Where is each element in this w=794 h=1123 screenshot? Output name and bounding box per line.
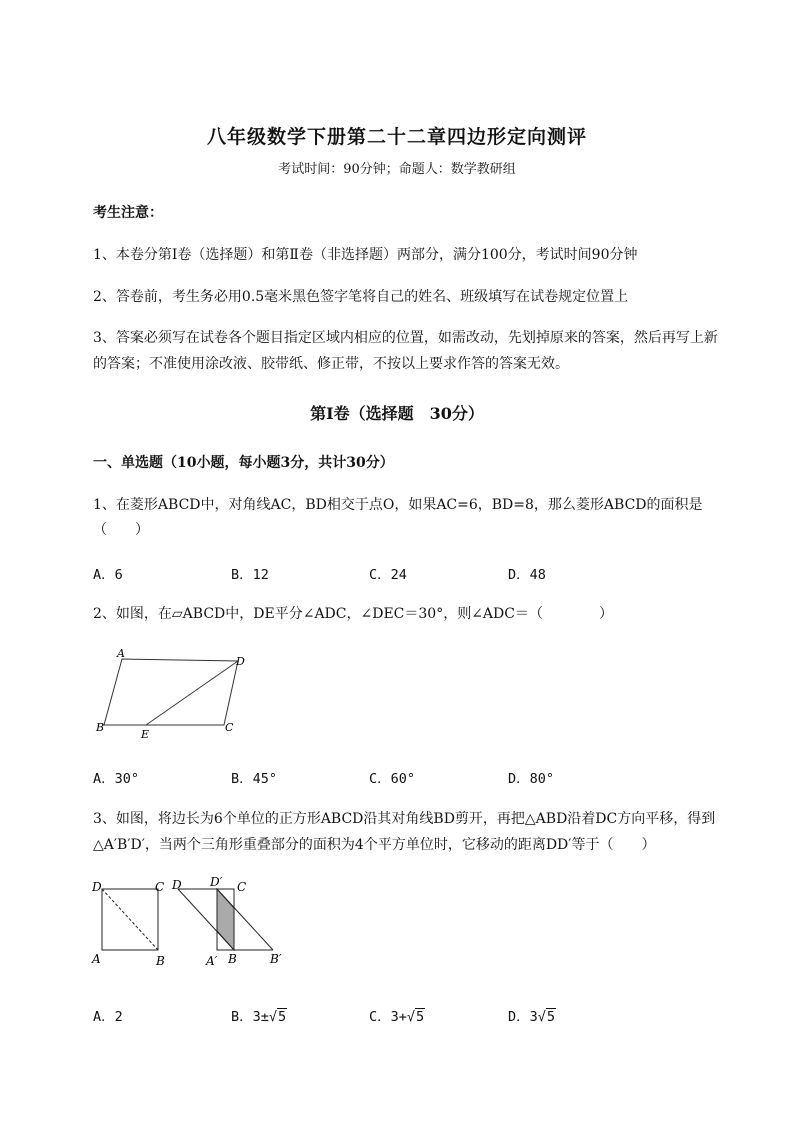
question-1-blank: （ ） [93,522,149,538]
label-b: B [156,954,165,968]
sqrt-symbol: √ [537,1009,546,1025]
q3-option-d[interactable] [508,1005,556,1025]
question-2-text: 2、如图，在▱ABCD中，DE平分∠ADC，∠DEC＝30°，则∠ADC＝（ ） [93,606,613,622]
part-heading: 一、单选题（10小题，每小题3分，共计30分） [93,455,394,471]
exam-info: 考试时间：90分钟；命题人：数学教研组 [278,162,516,177]
q2-option-c[interactable]: C．60° [369,771,416,787]
question-1-text: 1、在菱形ABCD中，对角线AC，BD相交于点O，如果AC=6，BD=8，那么菱形ABCD的面积是 [93,497,703,513]
label-d: D [92,880,102,894]
q3-option-a[interactable]: A．2 [93,1009,123,1025]
parallelogram-abcd [104,659,238,725]
q3-option-c-radicand: 5 [416,1009,425,1025]
page-title: 八年级数学下册第二十二章四边形定向测评 [206,126,587,148]
label-b-2: B [228,952,237,966]
notice-heading: 考生注意： [93,205,163,221]
sqrt-symbol: √ [268,1009,278,1025]
q2-option-b[interactable]: B．45° [231,771,278,787]
q1-option-b[interactable]: B．12 [231,567,269,583]
label-a: A [92,952,101,966]
label-e: E [141,728,150,741]
q3-option-c-text: C．3+ [369,1009,407,1025]
q1-option-d[interactable]: D．48 [508,567,546,583]
sqrt-symbol: √ [406,1009,416,1025]
q3-option-d-text: D．3 [508,1009,538,1025]
label-d-2: D [172,878,182,892]
section-title: 第I卷（选择题 30分） [310,404,484,423]
question-3-text-cont: △A′B′D′，当两个三角形重叠部分的面积为4个平方单位时，它移动的距离DD′等于（ ） [93,837,656,853]
q3-option-b[interactable] [231,1005,287,1025]
notice-item-3-cont: 的答案；不准使用涂改液、胶带纸、修正带，不按以上要求作答的答案无效。 [93,356,569,372]
label-a: A [117,647,125,660]
label-d-prime: D′ [210,875,223,889]
q1-option-c[interactable]: C．24 [369,567,407,583]
q2-option-a[interactable]: A．30° [93,771,140,787]
q3-option-d-radicand: 5 [546,1009,556,1025]
diagonal-bd [102,889,158,950]
notice-item-1: 1、本卷分第I卷（选择题）和第Ⅱ卷（非选择题）两部分，满分100分，考试时间90分钟 [93,247,638,263]
notice-item-3: 3、答案必须写在试卷各个题目指定区域内相应的位置，如需改动，先划掉原来的答案，然后再写上新 [93,330,718,346]
question-3-text: 3、如图，将边长为6个单位的正方形ABCD沿其对角线BD剪开，再把△ABD沿着DC方向平移，得到 [93,811,716,827]
segment-de [146,661,238,725]
q3-square-translation-figure [88,875,298,970]
label-c-2: C [237,880,247,894]
q3-option-c[interactable] [369,1005,425,1025]
q2-option-d[interactable]: D．80° [508,771,555,787]
label-c: C [225,721,234,734]
q1-option-a[interactable]: A．6 [93,567,123,583]
notice-item-2: 2、答卷前，考生务必用0.5毫米黑色签字笔将自己的姓名、班级填写在试卷规定位置上 [93,289,629,305]
q2-parallelogram-figure [90,645,260,745]
label-d: D [236,655,245,668]
overlap-region [217,889,234,950]
label-b: B [96,721,105,734]
q3-option-b-radicand: 5 [278,1009,287,1025]
label-a-prime: A′ [206,954,218,968]
label-c: C [155,880,165,894]
label-b-prime: B′ [270,952,282,966]
q3-option-b-text: B．3± [231,1009,269,1025]
